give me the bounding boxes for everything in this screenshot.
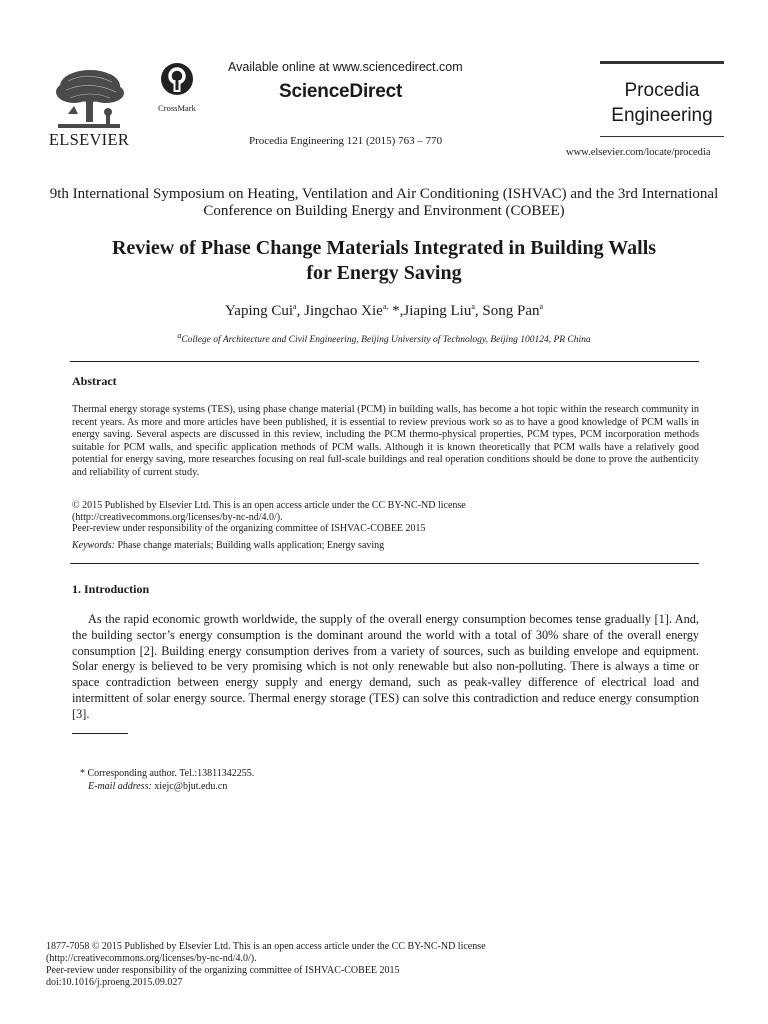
- email-label: E-mail address:: [88, 781, 152, 792]
- license-line1: © 2015 Published by Elsevier Ltd. This is an open access article under the CC BY-NC-ND license: [72, 500, 466, 511]
- elsevier-tree-logo: [48, 66, 130, 132]
- article-title-line1: Review of Phase Change Materials Integrated in Building Walls: [111, 237, 657, 259]
- introduction-heading: 1. Introduction: [72, 582, 150, 596]
- divider: [70, 361, 699, 362]
- license-statement: [72, 500, 699, 535]
- author-separator: *,: [388, 303, 404, 319]
- journal-title-line2: Engineering: [611, 105, 713, 126]
- license-url-link[interactable]: (http://creativecommons.org/licenses/by-nc-nd/4.0/).: [72, 511, 283, 523]
- article-title-line2: for Energy Saving: [306, 262, 462, 284]
- author-affiliation-mark: a: [471, 302, 475, 311]
- email-note: [88, 781, 227, 792]
- journal-title-box: [600, 61, 724, 137]
- author-separator: ,: [296, 303, 305, 319]
- email-address-link[interactable]: xiejc@bjut.edu.cn: [154, 781, 228, 792]
- publisher-name: ELSEVIER: [48, 130, 130, 149]
- keywords-list: Phase change materials; Building walls application; Energy saving: [117, 540, 385, 551]
- corresponding-author-note: * Corresponding author. Tel.:13811342255.: [80, 768, 255, 779]
- affiliation-text: College of Architecture and Civil Engineering, Beijing University of Technology, Beijing 100124, PR China: [181, 335, 591, 345]
- peer-review-statement: Peer-review under responsibility of the organizing committee of ISHVAC-COBEE 2015: [72, 523, 426, 534]
- affiliation: [40, 330, 728, 345]
- author-affiliation-mark: a,: [382, 302, 389, 311]
- author-name: Song Pan: [482, 303, 540, 319]
- affiliation-mark: a: [177, 330, 182, 340]
- crossmark-label: CrossMark: [158, 103, 196, 113]
- abstract-heading: Abstract: [72, 374, 117, 388]
- conference-name: 9th International Symposium on Heating, Ventilation and Air Conditioning (ISHVAC) and the 3rd International Conference on Building Energy and Environment (COBEE): [49, 186, 719, 219]
- keywords-label: Keywords:: [72, 540, 115, 551]
- author-name: Yaping Cui: [224, 303, 294, 319]
- abstract-text: Thermal energy storage systems (TES), using phase change material (PCM) in building walls, has become a hot topic within the research community in recent years. As more and more articles have been published, it is essential to review previous work so as to have a good knowledge of PCM walls in energy saving. Several aspects are discussed in this review, including the PCM thermo-physical properties, PCM types, PCM incorporation methods suitable for PCM walls, and specific application methods of PCM walls. Although it is known theoretically that PCM walls have a relatively good potential for energy saving, more researches focusing on real full-scale buildings and real operation conditions should be done to prove the authenticity and reliability of current study.: [72, 404, 699, 478]
- journal-citation: Procedia Engineering 121 (2015) 763 – 770: [249, 135, 443, 147]
- author-list: [40, 303, 728, 320]
- footer-license: 1877-7058 © 2015 Published by Elsevier Ltd. This is an open access article under the CC BY-NC-ND license: [46, 941, 486, 952]
- author-name: Jiaping Liu: [403, 303, 472, 319]
- journal-title-line1: Procedia: [624, 80, 700, 101]
- author-name: Jingchao Xie: [304, 303, 383, 319]
- crossmark-badge[interactable]: [154, 62, 200, 113]
- footer-doi[interactable]: doi:10.1016/j.proeng.2015.09.027: [46, 977, 183, 988]
- author-affiliation-mark: a: [293, 302, 297, 311]
- footnote-rule: [72, 733, 128, 734]
- author-affiliation-mark: a: [539, 302, 544, 311]
- journal-url-link[interactable]: www.elsevier.com/locate/procedia: [566, 147, 711, 158]
- divider: [70, 563, 699, 564]
- crossmark-icon: [160, 62, 194, 96]
- footer-license-url-link[interactable]: (http://creativecommons.org/licenses/by-nc-nd/4.0/).: [46, 953, 257, 964]
- author-separator: ,: [474, 303, 483, 319]
- available-online-link[interactable]: Available online at www.sciencedirect.com: [228, 60, 463, 74]
- sciencedirect-logo-text: ScienceDirect: [279, 81, 403, 102]
- keywords: [72, 540, 384, 551]
- introduction-text: As the rapid economic growth worldwide, the supply of the overall energy consumption becomes tense gradually [1]. And, the building sector’s energy consumption is the dominant around the world with a total of 30% share of the overall energy consumption [2]. Building energy consumption derives from a variety of sources, such as building envelope and equipment. Solar energy is believed to be very promising which is not only renewable but also non-polluting. There is always a time or space contradiction between energy supply and energy demand, such as peak-valley difference of electrical load and intermittent of solar energy source. Thermal energy storage (TES) can solve this contradiction and reduce energy consumption [3].: [72, 612, 699, 721]
- article-title: [40, 236, 728, 286]
- footer-peer-review: Peer-review under responsibility of the organizing committee of ISHVAC-COBEE 2015: [46, 965, 400, 976]
- footer: [46, 941, 486, 989]
